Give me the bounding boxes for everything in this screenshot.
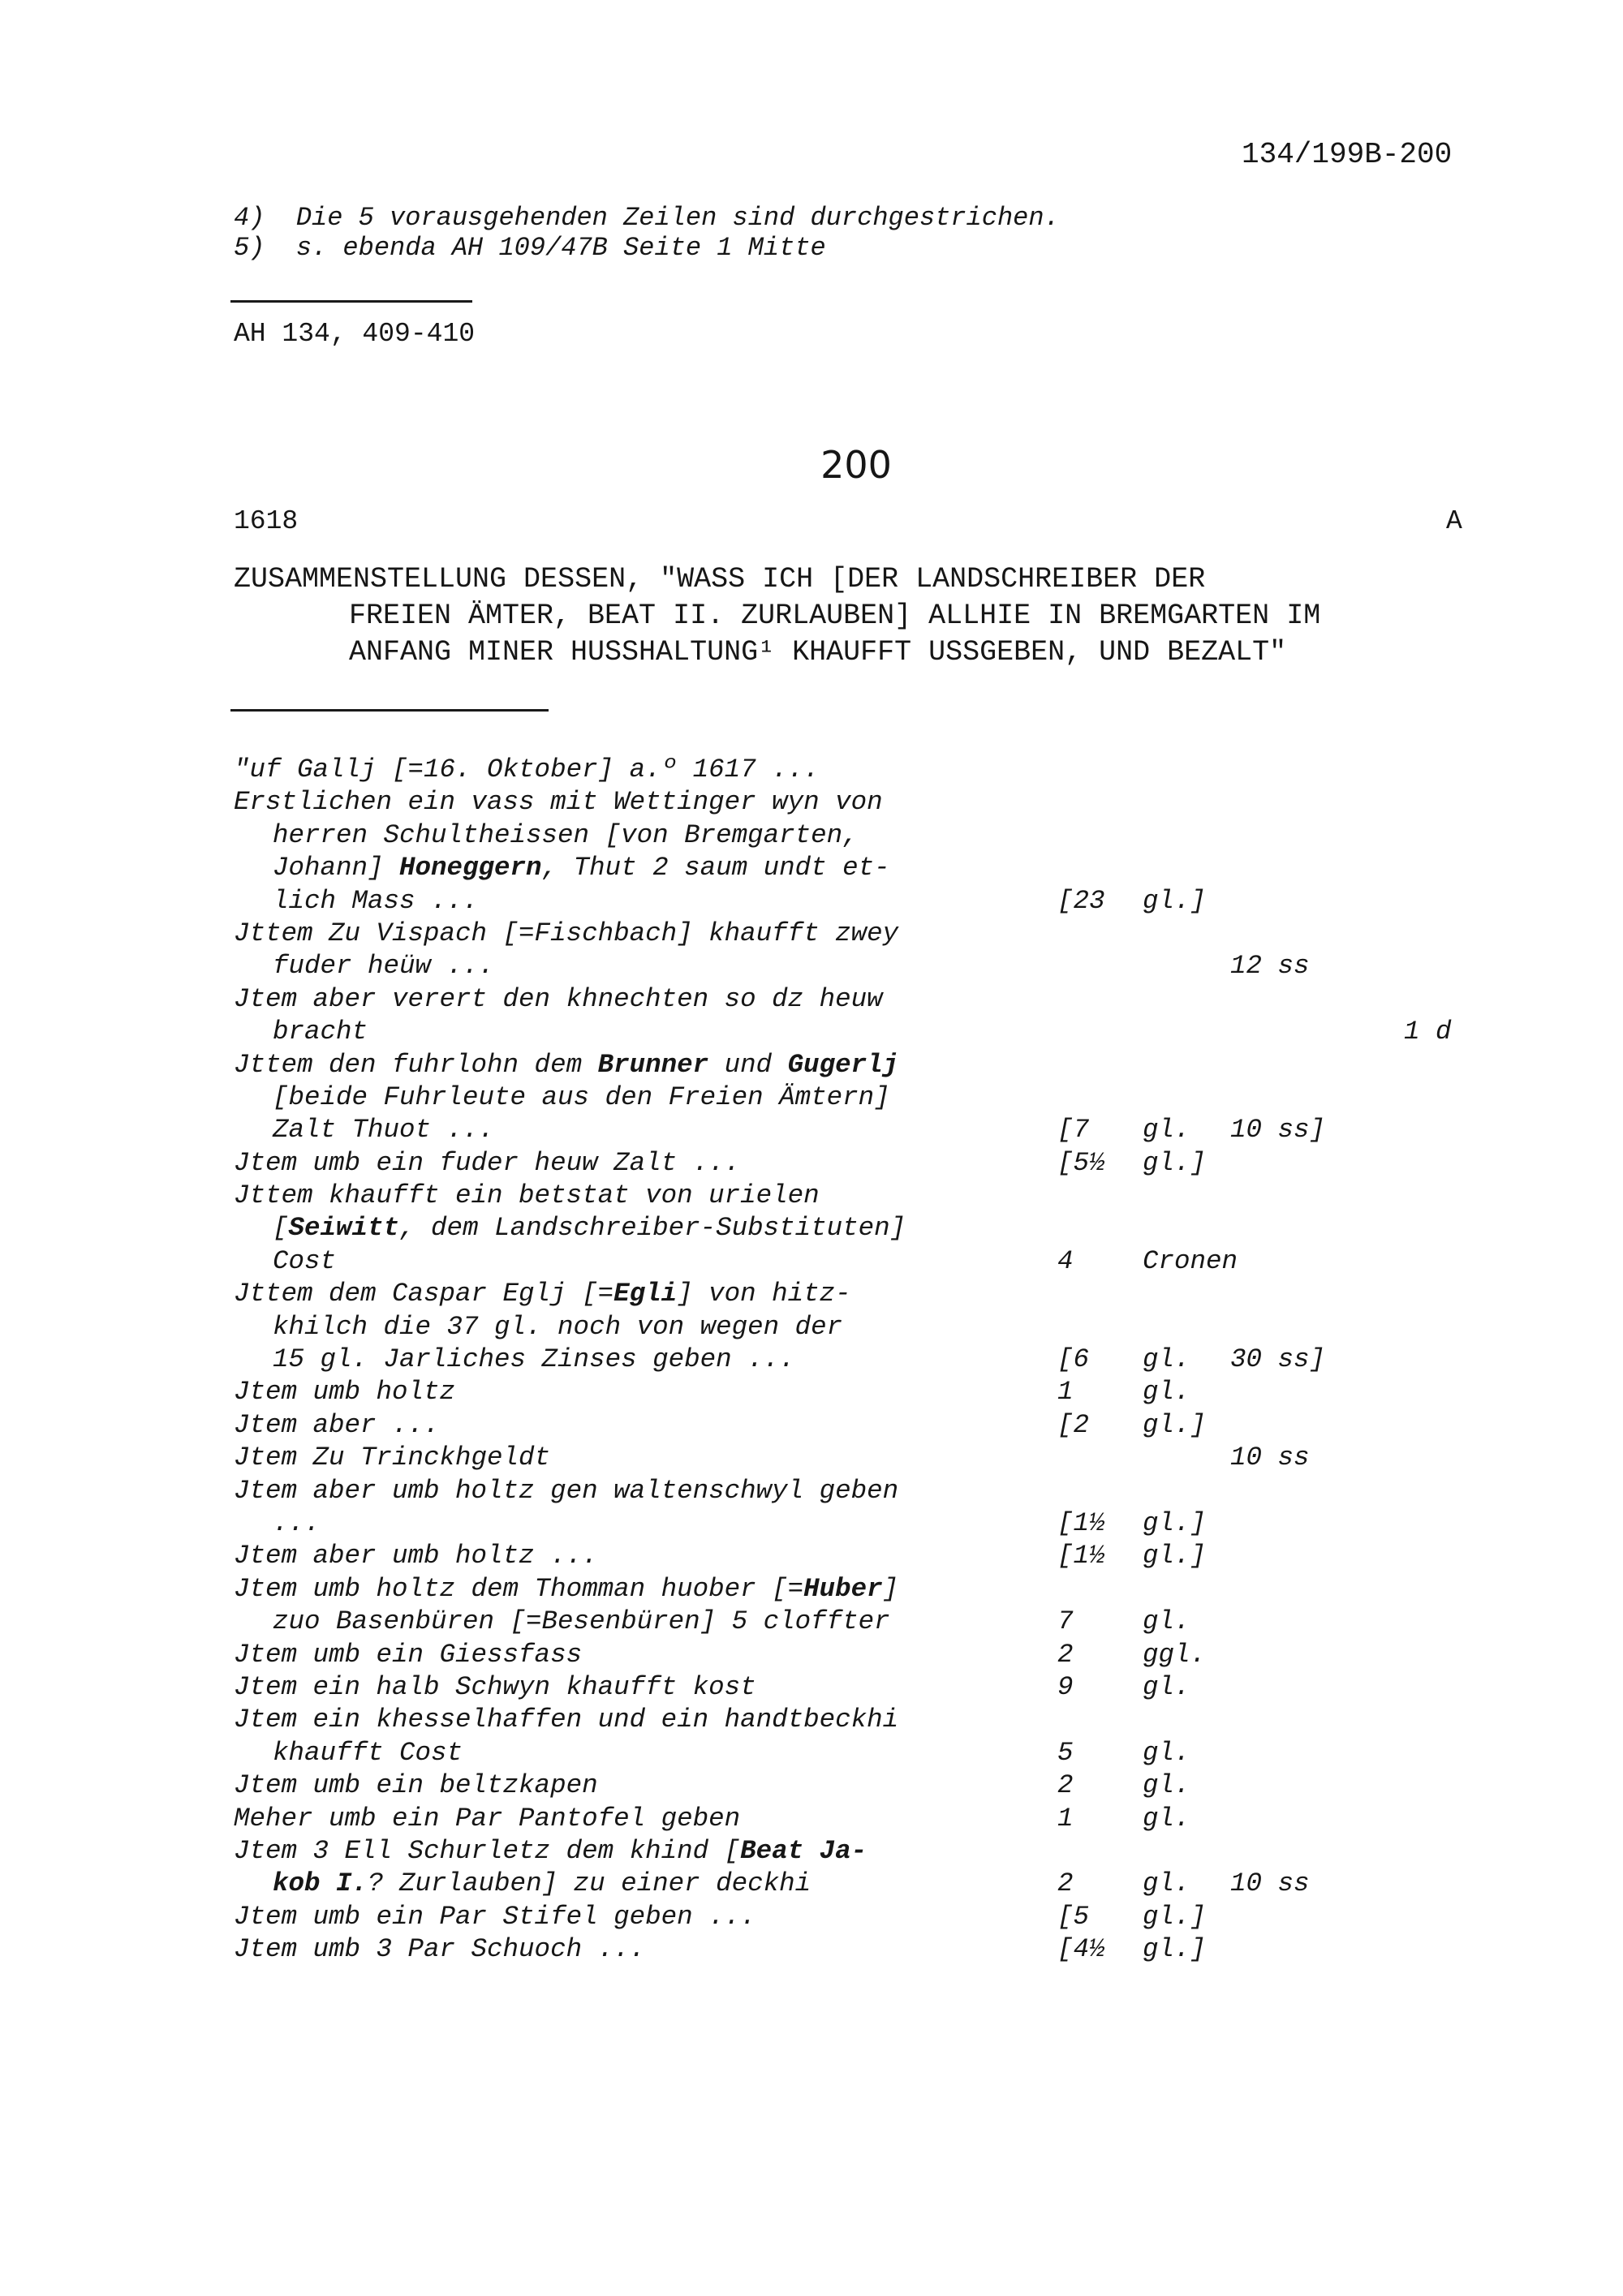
ledger-text: Jttem khaufft ein betstat von urielen	[234, 1180, 820, 1211]
document-number: 200	[820, 443, 892, 487]
ledger-amount-a: [5	[1057, 1901, 1090, 1932]
ledger-amount-b: gl.]	[1143, 1507, 1207, 1538]
ledger-row	[234, 1804, 1500, 1836]
ledger-text: lich Mass ...	[273, 885, 479, 916]
ledger-text: Jtem aber umb holtz ...	[234, 1541, 598, 1572]
ledger-entry-text	[234, 1377, 455, 1407]
ledger-text: Jttem Zu Vispach [=Fischbach] khaufft zwey	[234, 918, 899, 948]
ledger-text: Jtem aber umb holtz gen waltenschwyl geben	[234, 1475, 899, 1506]
ledger-amount-a: [5½	[1057, 1147, 1105, 1178]
ledger-row	[234, 1836, 1500, 1868]
ledger-text: ? Zurlauben] zu einer deckhi	[368, 1868, 812, 1899]
source-reference: AH 134, 409-410	[234, 319, 476, 349]
ledger-text: Jtem 3 Ell Schurletz dem khind [	[234, 1835, 741, 1866]
ledger-row	[234, 1705, 1500, 1737]
ledger-row	[234, 1279, 1500, 1311]
ledger-row	[234, 984, 1500, 1017]
ledger-amount-b: gl.]	[1143, 885, 1207, 916]
ledger-entry-text	[234, 1934, 645, 1964]
ledger-amount-c: 10 ss]	[1230, 1115, 1326, 1146]
ledger-entry-text	[273, 1115, 494, 1145]
ledger-entry-text	[273, 951, 494, 981]
ledger-row	[234, 1344, 1500, 1377]
ledger-entry-text	[234, 1180, 820, 1210]
ledger-text: herren Schultheissen [von Bremgarten,	[273, 819, 859, 850]
ledger-text: Jtem umb ein fuder heuw Zalt ...	[234, 1147, 741, 1178]
ledger-text: Jttem dem Caspar Eglj [=	[234, 1279, 614, 1309]
ledger-amount-a: 9	[1057, 1671, 1074, 1702]
ledger-row	[234, 1640, 1500, 1672]
ledger-row	[234, 820, 1500, 853]
ledger-text: Jtem umb ein beltzkapen	[234, 1770, 598, 1801]
ledger-entry-text	[273, 886, 479, 916]
ledger-entry-text	[234, 787, 883, 817]
ledger-row	[234, 1443, 1500, 1475]
ledger-row	[234, 1770, 1500, 1803]
ledger-row	[234, 1213, 1500, 1245]
ledger-entry-text	[273, 1017, 368, 1047]
ledger-amount-b: gl.	[1143, 1803, 1190, 1834]
ledger-amount-b: gl.]	[1143, 1409, 1207, 1440]
ledger-amount-b: gl.	[1143, 1868, 1190, 1899]
ledger-amount-c: 12 ss	[1230, 951, 1310, 982]
ledger-text: Jtem ein khesselhaffen und ein handtbeckhi	[234, 1705, 899, 1735]
ledger-row	[234, 1574, 1500, 1606]
ledger-text: Jtem aber ...	[234, 1409, 440, 1440]
ledger-text: Jtem umb ein Par Stifel geben ...	[234, 1901, 756, 1932]
ledger-row	[234, 1377, 1500, 1409]
ledger-row	[234, 1541, 1500, 1573]
ledger-text: khilch die 37 gl. noch von wegen der	[273, 1311, 843, 1342]
ledger-amount-d: 1 d	[1404, 1017, 1452, 1047]
ledger-amount-b: gl.	[1143, 1606, 1190, 1637]
ledger-amount-c: 10 ss	[1230, 1443, 1310, 1473]
footnote-4: 4) Die 5 vorausgehenden Zeilen sind durchgestrichen.	[234, 203, 1060, 233]
ledger-entry-text	[234, 1902, 756, 1932]
ledger-row	[234, 1868, 1500, 1901]
ledger-text: Jtem umb 3 Par Schuoch ...	[234, 1934, 646, 1965]
page-reference: 134/199B-200	[1242, 138, 1453, 171]
ledger-amount-b: gl.]	[1143, 1901, 1207, 1932]
ledger-amount-b: gl.	[1143, 1671, 1190, 1702]
ledger-amount-a: [4½	[1057, 1934, 1105, 1965]
ledger-entry-text	[273, 1606, 890, 1636]
ledger-name: Beat Ja-	[740, 1835, 867, 1866]
ledger-row	[234, 1508, 1500, 1541]
ledger-text: Erstlichen ein vass mit Wettinger wyn von	[234, 787, 883, 818]
title-line-2: FREIEN ÄMTER, BEAT II. ZURLAUBEN] ALLHIE IN BREMGARTEN IM	[349, 600, 1321, 632]
document-year: 1618	[234, 506, 299, 536]
ledger-amount-c: 30 ss]	[1230, 1344, 1326, 1375]
ledger-text: , Thut 2 saum undt et-	[541, 853, 890, 884]
ledger-row	[234, 1476, 1500, 1508]
ledger-text: [beide Fuhrleute aus den Freien Ämtern]	[273, 1081, 890, 1112]
ledger-text: bracht	[273, 1017, 368, 1047]
ledger-text: [	[273, 1213, 289, 1244]
ledger-text: Meher umb ein Par Pantofel geben	[234, 1803, 741, 1834]
ledger-row	[234, 1934, 1500, 1967]
footnote-divider	[230, 300, 472, 303]
ledger-text: Jtem umb holtz	[234, 1377, 456, 1408]
ledger-entry-text	[234, 1410, 440, 1440]
ledger-amount-b: gl.]	[1143, 1541, 1207, 1572]
ledger-amount-b: ggl.	[1143, 1639, 1207, 1670]
ledger-amount-c: 10 ss	[1230, 1868, 1310, 1899]
ledger-amount-a: 2	[1057, 1868, 1074, 1899]
ledger-entry-text	[234, 1443, 550, 1473]
ledger-entry-text	[234, 755, 820, 785]
ledger-text: , dem Landschreiber-Substituten]	[399, 1213, 906, 1244]
ledger-row	[234, 1180, 1500, 1213]
ledger-entry-text	[273, 1738, 463, 1768]
ledger-amount-a: [6	[1057, 1344, 1090, 1375]
ledger-entry-text	[273, 1508, 321, 1538]
ledger-entry-text	[234, 984, 883, 1014]
ledger-amount-a: 2	[1057, 1639, 1074, 1670]
ledger-amount-b: gl.	[1143, 1115, 1190, 1146]
ledger-entry-text	[273, 1213, 906, 1243]
ledger-row	[234, 1672, 1500, 1705]
ledger-amount-a: 4	[1057, 1245, 1074, 1276]
ledger-row	[234, 918, 1500, 951]
ledger-text: Jttem den fuhrlohn dem	[234, 1049, 598, 1080]
ledger-name: Gugerlj	[787, 1049, 899, 1080]
ledger-amount-a: 5	[1057, 1737, 1074, 1768]
ledger-entry-text	[273, 1344, 795, 1374]
ledger-entry-text	[234, 1640, 582, 1670]
ledger-text: Jtem ein halb Schwyn khaufft kost	[234, 1671, 756, 1702]
ledger-amount-a: 1	[1057, 1803, 1074, 1834]
ledger-entry-text	[234, 1574, 898, 1604]
ledger-entry-text	[273, 1868, 811, 1898]
ledger-entry-text	[234, 1050, 898, 1080]
ledger-row	[234, 1738, 1500, 1770]
ledger-entry-text	[273, 820, 859, 850]
footnote-5: 5) s. ebenda AH 109/47B Seite 1 Mitte	[234, 233, 826, 263]
ledger-entry-text	[273, 1082, 890, 1112]
ledger-row	[234, 1017, 1500, 1049]
ledger-row	[234, 1902, 1500, 1934]
ledger-text: Jtem umb holtz dem Thomman huober [=	[234, 1573, 804, 1604]
ledger-amount-b: gl.	[1143, 1377, 1190, 1408]
ledger-text: ] von hitz-	[677, 1279, 851, 1309]
ledger-row	[234, 787, 1500, 819]
ledger-name: kob I.	[273, 1868, 368, 1899]
ledger-name: Egli	[613, 1279, 678, 1309]
ledger-amount-b: Cronen	[1143, 1245, 1238, 1276]
ledger-amount-a: [23	[1057, 885, 1105, 916]
ledger-amount-a: 7	[1057, 1606, 1074, 1637]
ledger-text: ...	[273, 1507, 321, 1538]
ledger-text: zuo Basenbüren [=Besenbüren] 5 cloffter	[273, 1606, 890, 1637]
ledger-text: 15 gl. Jarliches Zinses geben ...	[273, 1344, 795, 1375]
ledger-entry-text	[234, 918, 898, 948]
ledger-amount-a: [2	[1057, 1409, 1090, 1440]
ledger-entry-text	[273, 1312, 842, 1342]
ledger-text: Jtem umb ein Giessfass	[234, 1639, 583, 1670]
ledger-name: Honeggern	[399, 853, 542, 884]
ledger-entry-text	[234, 1279, 851, 1309]
ledger-text: Jtem Zu Trinckhgeldt	[234, 1443, 551, 1473]
ledger-row	[234, 1148, 1500, 1180]
ledger-table	[234, 755, 1500, 1967]
ledger-text: Cost	[273, 1245, 337, 1276]
ledger-row	[234, 1246, 1500, 1279]
ledger-row	[234, 1050, 1500, 1082]
ledger-row	[234, 1115, 1500, 1147]
ledger-amount-a: [7	[1057, 1115, 1090, 1146]
ledger-text: ]	[882, 1573, 899, 1604]
title-line-1: ZUSAMMENSTELLUNG DESSEN, "WASS ICH [DER LANDSCHREIBER DER	[234, 563, 1206, 595]
title-divider	[230, 709, 549, 712]
ledger-row	[234, 1082, 1500, 1115]
ledger-entry-text	[234, 1836, 867, 1866]
ledger-amount-b: gl.	[1143, 1344, 1190, 1375]
ledger-entry-text	[234, 1770, 598, 1800]
title-line-3: ANFANG MINER HUSSHALTUNG¹ KHAUFFT USSGEBEN, UND BEZALT"	[349, 636, 1287, 669]
ledger-row	[234, 1312, 1500, 1344]
ledger-amount-a: [1½	[1057, 1507, 1105, 1538]
ledger-row	[234, 755, 1500, 787]
ledger-entry-text	[273, 1246, 336, 1276]
ledger-text: und	[708, 1049, 788, 1080]
ledger-amount-b: gl.]	[1143, 1934, 1207, 1965]
ledger-text: Johann]	[273, 853, 400, 884]
ledger-text: fuder heüw ...	[273, 951, 495, 982]
ledger-row	[234, 951, 1500, 983]
ledger-row	[234, 1606, 1500, 1639]
ledger-row	[234, 886, 1500, 918]
ledger-text: Zalt Thuot ...	[273, 1115, 495, 1146]
ledger-amount-a: 2	[1057, 1770, 1074, 1801]
ledger-amount-a: [1½	[1057, 1541, 1105, 1572]
ledger-entry-text	[234, 1804, 740, 1834]
ledger-text: khaufft Cost	[273, 1737, 463, 1768]
ledger-name: Seiwitt	[288, 1213, 400, 1244]
ledger-row	[234, 853, 1500, 885]
ledger-amount-b: gl.]	[1143, 1147, 1207, 1178]
ledger-entry-text	[234, 1476, 898, 1506]
ledger-amount-a: 1	[1057, 1377, 1074, 1408]
ledger-entry-text	[273, 853, 890, 883]
ledger-entry-text	[234, 1541, 598, 1571]
ledger-text: "uf Gallj [=16. Oktober] a.º 1617 ...	[234, 755, 820, 785]
ledger-entry-text	[234, 1148, 740, 1178]
ledger-row	[234, 1410, 1500, 1443]
ledger-entry-text	[234, 1705, 898, 1735]
document-letter: A	[1446, 506, 1462, 536]
ledger-name: Huber	[803, 1573, 883, 1604]
ledger-name: Brunner	[597, 1049, 709, 1080]
ledger-entry-text	[234, 1672, 756, 1702]
ledger-amount-b: gl.	[1143, 1770, 1190, 1801]
ledger-text: Jtem aber verert den khnechten so dz heuw	[234, 983, 883, 1014]
ledger-amount-b: gl.	[1143, 1737, 1190, 1768]
